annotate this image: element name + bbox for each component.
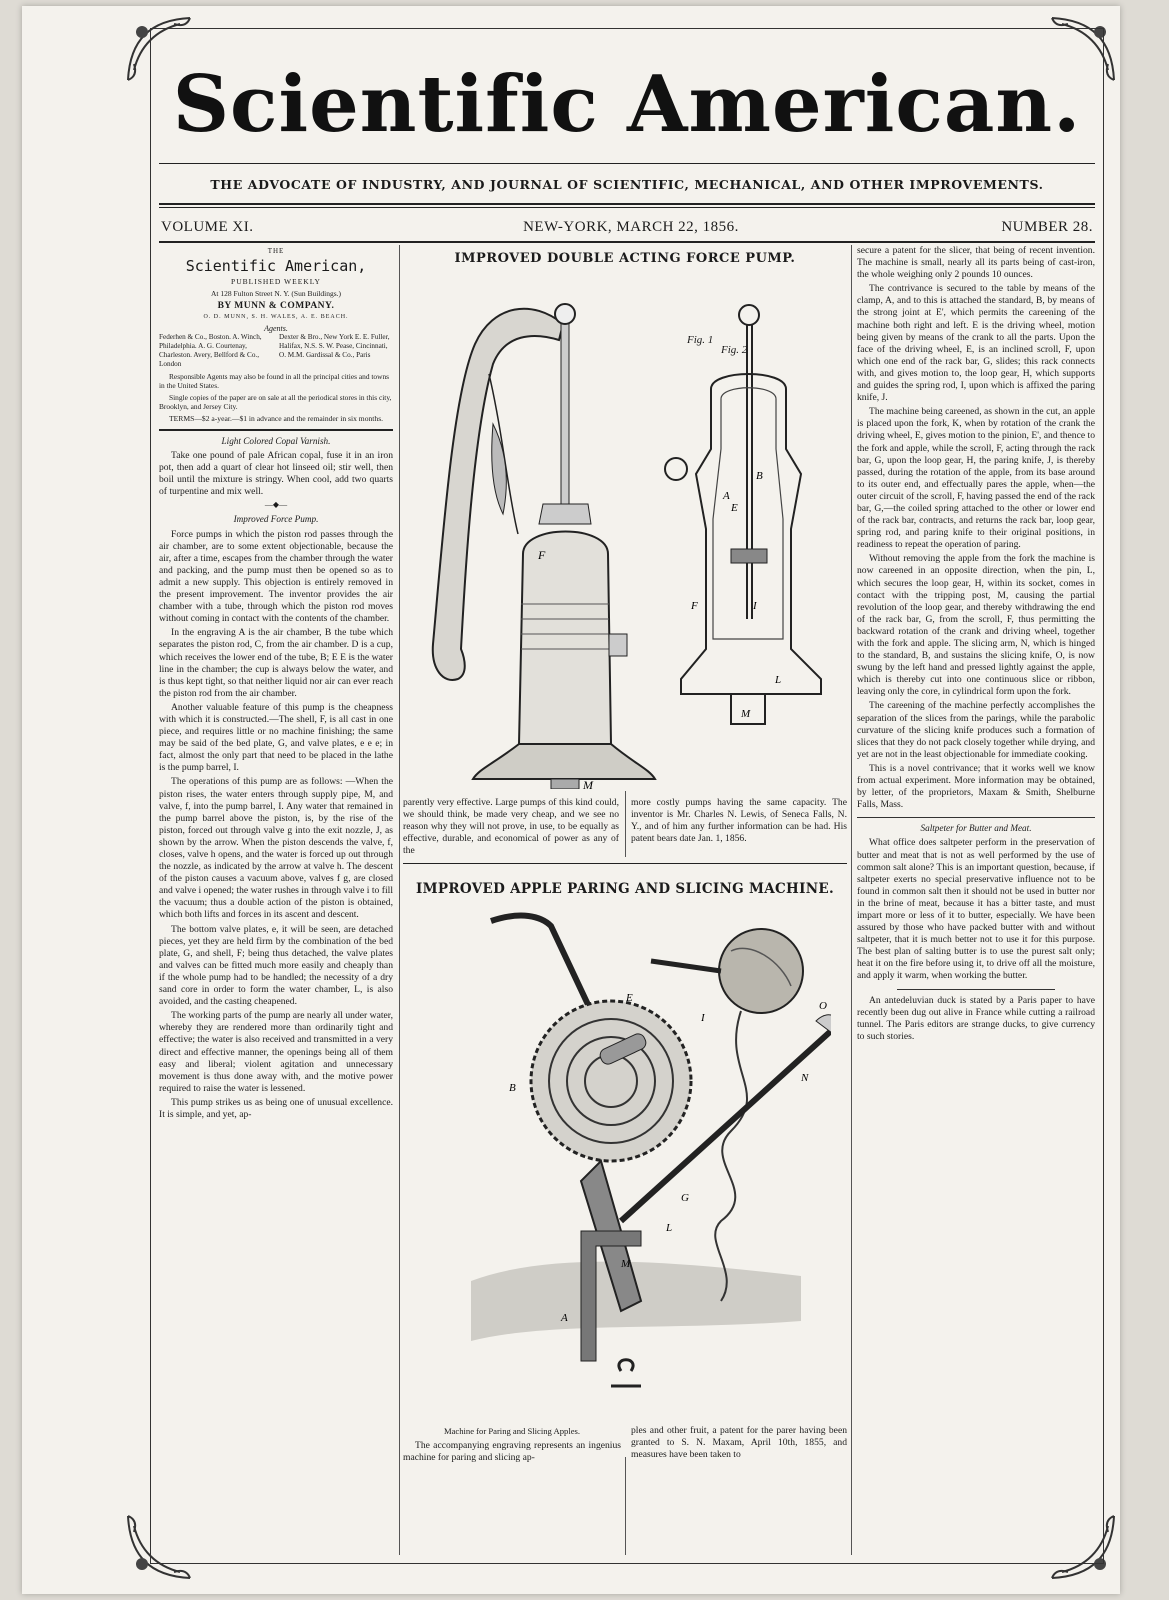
apple-paragraph: This is a novel contrivance; that it works well we know from actual experiment. More information may be obtained, by letter, of the proprietors, Maxam & Smith, Shelburne Falls, Mass. [857,762,1095,811]
varnish-heading: Light Colored Copal Varnish. [221,436,331,446]
diagram-label-e: E [731,502,738,514]
saltpeter-heading: Saltpeter for Butter and Meat. [920,823,1032,834]
diagram-label-m: M [741,708,751,720]
tagline: THE ADVOCATE OF INDUSTRY, AND JOURNAL OF SCIENTIFIC, MECHANICAL, AND OTHER IMPROVEMENTS. [210,177,1044,192]
machine-label-m: M [621,1258,631,1270]
divider-ornament-icon: —◆— [264,500,288,510]
agents-right: Dexter & Bro., New York E. E. Fuller, Halifax, N.S. S. W. Pease, Cincinnati, O. M.M. Gardissal & Co., Paris [279,333,390,359]
page-border [150,28,1104,1564]
force-pump-section-diagram [651,299,831,739]
apple-paragraph: Without removing the apple from the fork the machine is now careened in an opposite direction, when the pin, L, which secures the loop gear, H, within its socket, comes in contact with the tripping post, M, causing the partial revolution of the loop gear, and thereby withdrawing the end of the rack bar, G, from the scroll, F, thus permitting the backward rotation of the crank and driving wheel, together with the fork and apple. The slicing arm, N, which is hinged to the standard, B, and sustains the slicing knife, O, is now swung by the left hand and pressed lightly against the apple, which is thereby cut into one continuous slice or ribbon, leaving only the core, in cylindrical form upon the fork. [857,553,1095,698]
pump-paragraph: Force pumps in which the piston rod passes through the air chamber, are to some extent objectionable, because the air, after a time, escapes from the chamber through the water and packing, and the pump must then be opened so as to admit a new supply. This objection is entirely removed in the present improvement. The inventor provides the air chamber with a tube, through which the piston rod moves without coming in contact with the contents of the chamber. [159,528,393,625]
pump-article-title: IMPROVED DOUBLE ACTING FORCE PUMP. [454,251,796,266]
pump-continued-text: parently very effective. Large pumps of this kind could, we should think, be made very cheap, and we see no reason why they will not prove, in use, to be equally as effective, durable, and economical of power as any of the [403,797,619,857]
pump-label-m: M [583,778,593,789]
force-pump-heading: Improved Force Pump. [233,514,319,525]
varnish-text: Take one pound of pale African copal, fuse it in an iron pot, then add a quart of clear hot linseed oil; stir well, then boil until the mixture is stringy. When cool, add two quarts of turpentine and mix well. [159,450,393,498]
apple-paragraph: The machine being careened, as shown in the cut, an apple is placed upon the fork, K, when by rotation of the crank the driving wheel, E, gives motion to the pinion, E', and thence to the fork and apple, while the scroll, F, acting through the rack bar, G, upon the loop gear, H, the paring knife, J, is thereby passed, during the rotation of the apple, from its base around to its outer end, and effectually pares the apple, when—the outer circuit of the scroll, F, having passed the end of the rack bar, G,—the coiled spring attached to the other or lower end of the rack bar, contracts, and returns the rack bar, loop gear, spring rod, and paring knife to their original positions, in readiness to repeat the operation of paring. [857,406,1095,551]
fig-1-label: Fig. 1 [687,334,714,346]
agents-heading: Agents. [264,324,288,333]
pump-paragraph: The bottom valve plates, e, it will be seen, are detached pieces, yet they are held firm by the combination of the bed plate, G, and shell, F; being thus detached, the valve plates and valves can be fitted much more easily and cheaply than if the whole pump had to be handled; the necessity of a dry sand core in order to form the water chamber, L, is also avoided, and the casting cheapened. [159,923,393,1008]
single-copies: Single copies of the paper are on sale at all the periodical stores in this city, Brooklyn, and Jersey City. [159,393,392,411]
subscription-terms: TERMS—$2 a-year.—$1 in advance and the remainder in six months. [169,414,384,423]
publisher-partners: O. D. MUNN, S. H. WALES, A. E. BEACH. [203,314,349,320]
fig-2-label: Fig. 2 [721,344,748,356]
machine-label-o: O [819,1000,827,1012]
number-label: NUMBER 28. [1001,219,1093,235]
publisher-name: Scientific American, [185,257,367,275]
diagram-label-l: L [775,674,782,686]
masthead-the: THE [267,247,285,255]
pump-paragraph: The working parts of the pump are nearly all under water, whereby they are rendered more than ordinarily tight and effective; the water is also received and transmitted in a very direct and effective manner, the openings being all of them easy and liberal; violent agitation and unnecessary movement is thus done away with, and the motive power required to raise the water is lessened. [159,1010,393,1094]
publisher-by: BY MUNN & COMPANY. [217,301,335,311]
left-column [159,247,393,1557]
published-weekly: PUBLISHED WEEKLY [231,277,321,286]
masthead-title: Scientific American. [172,59,1082,150]
machine-label-a: A [561,1312,568,1324]
responsible-agents: Responsible Agents may also be found in all the principal cities and towns in the United States. [159,372,390,390]
apple-paragraph: secure a patent for the slicer, that being of recent invention. The machine is small, nearly all its parts being of cast-iron, the whole weighing only 2 pounds 10 ounces. [857,245,1095,281]
pump-paragraph: In the engraving A is the air chamber, B the tube which separates the piston rod, C, from the air chamber. D is a cup, which receives the lower end of the tube, B; E E is the water line in the chamber; the cup is always below the water, and is thus kept tight, so that neither liquid nor air can ever reach the piston rod from the air chamber. [159,627,393,699]
saltpeter-text: What office does saltpeter perform in the preservation of butter and meat that is not as well performed by the use of common salt alone? This is an important question, because, if saltpeter exerts no special preservative influence not to be found in common salt then it should not be used in butter nor in the brine of meat, because it has a bitter taste, and must impart more or less of it to butter, especially. We have been assured by those who have packed butter with and without saltpeter, that it is much better not to use it for this purpose. The best plan of salting butter is to use the purest salt only; heat it on the fire before using it, to drive off all the moisture, and apply it warm, when working the butter. [857,837,1095,982]
apple-text-left: Machine for Paring and Slicing Apples. The accompanying engraving represents an ingenius machine for paring and slicing ap- [403,1426,621,1464]
apple-paragraph: The contrivance is secured to the table by means of the clamp, A, and to this is attached the standard, B, by means of the strong joint at E', which permits the careening of the machine both right and left. E is the driving wheel, motion being given by means of the crank to all the parts. Upon the face of the driving wheel, E, is an inclined scroll, F, upon which one end of the rack bar, G, slides; this rack connects with, and gives motion to, the loop gear, H, which supports and guides the spring rod, I, upon which is affixed the paring knife, J. [857,283,1095,404]
force-pump-engraving [413,274,663,789]
apple-text-right: ples and other fruit, a patent for the parer having been granted to S. N. Maxam, April 10th, 1855, and measures have been taken to [631,1425,847,1461]
dateline: NEW-YORK, MARCH 22, 1856. [523,219,739,235]
right-column [857,245,1095,1557]
machine-label-b: B [509,1082,516,1094]
pump-paragraph: This pump strikes us as being one of unusual excellence. It is simple, and yet, ap- [159,1096,393,1120]
publisher-address: At 128 Fulton Street N. Y. (Sun Buildings.) [210,289,341,298]
apple-caption: Machine for Paring and Slicing Apples. [443,1426,581,1436]
machine-label-n: N [801,1072,809,1084]
diagram-label-i: I [753,600,757,612]
newspaper-page [22,6,1120,1594]
apple-paragraph: The careening of the machine perfectly accomplishes the separation of the slices from the parings, while the parabolic curvature of the slicing knife produces such a formation of slices that they do not pack closely together while drying, and yet are not in the least objectionable for immediate cooking. [857,700,1095,760]
agents-left: Federhen & Co., Boston. A. Winch, Philadelphia. A. G. Courtenay, Charleston. Avery, Bellford & Co., London [159,333,262,368]
machine-label-g: G [681,1192,689,1204]
volume-label: VOLUME XI. [161,219,254,235]
apple-paring-machine-engraving [471,901,831,1401]
pump-paragraph: Another valuable feature of this pump is the cheapness with which it is constructed.—The shell, F, is all cast in one piece, and requires little or no machine finishing; the same may be said of the bed plate, G, and valve plates, e e e; in fact, almost the only part that need to be placed in the lathe is the pump barrel, I. [159,701,393,774]
machine-label-l: L [666,1222,673,1234]
machine-label-e: E [626,992,633,1004]
pump-label-f: F [538,548,546,562]
diagram-label-a: A [723,490,730,502]
apple-article-title: IMPROVED APPLE PARING AND SLICING MACHINE. [416,881,834,897]
diagram-label-b: B [756,470,763,482]
diagram-label-f: F [691,600,698,612]
duck-text: An antedeluvian duck is stated by a Paris paper to have recently been dug out alive in France while cutting a railroad tunnel. The Paris editors are strange ducks, to give currency to such stories. [857,994,1095,1042]
pump-continued-text-2: more costly pumps having the same capacity. The inventor is Mr. Charles N. Lewis, of Seneca Falls, N. Y., and of him any further information can be had. His patent bears date Jan. 1, 1856. [631,797,847,845]
pump-paragraph: The operations of this pump are as follows: —When the piston rises, the water enters through supply pipe, M, and valve, f, into the pump barrel, I. Any water that remained in the pump barrel above the piston, is, by the rise of the piston, forced out through valve g into the exit nozzle, J, as shown by the arrow. When the piston descends the valve, f, closes, valve h opens, and the water is forced up out through the nozzle, as indicated by the arrow at valve h. The descent of the piston causes a vacuum above, valves f g, are closed and valve i opened; the water rushes in through valve i to fill the vacuum; thus a double action of the piston is obtained, which both lifts and forces in its ascent and descent. [159,776,393,921]
machine-label-i: I [701,1012,705,1024]
